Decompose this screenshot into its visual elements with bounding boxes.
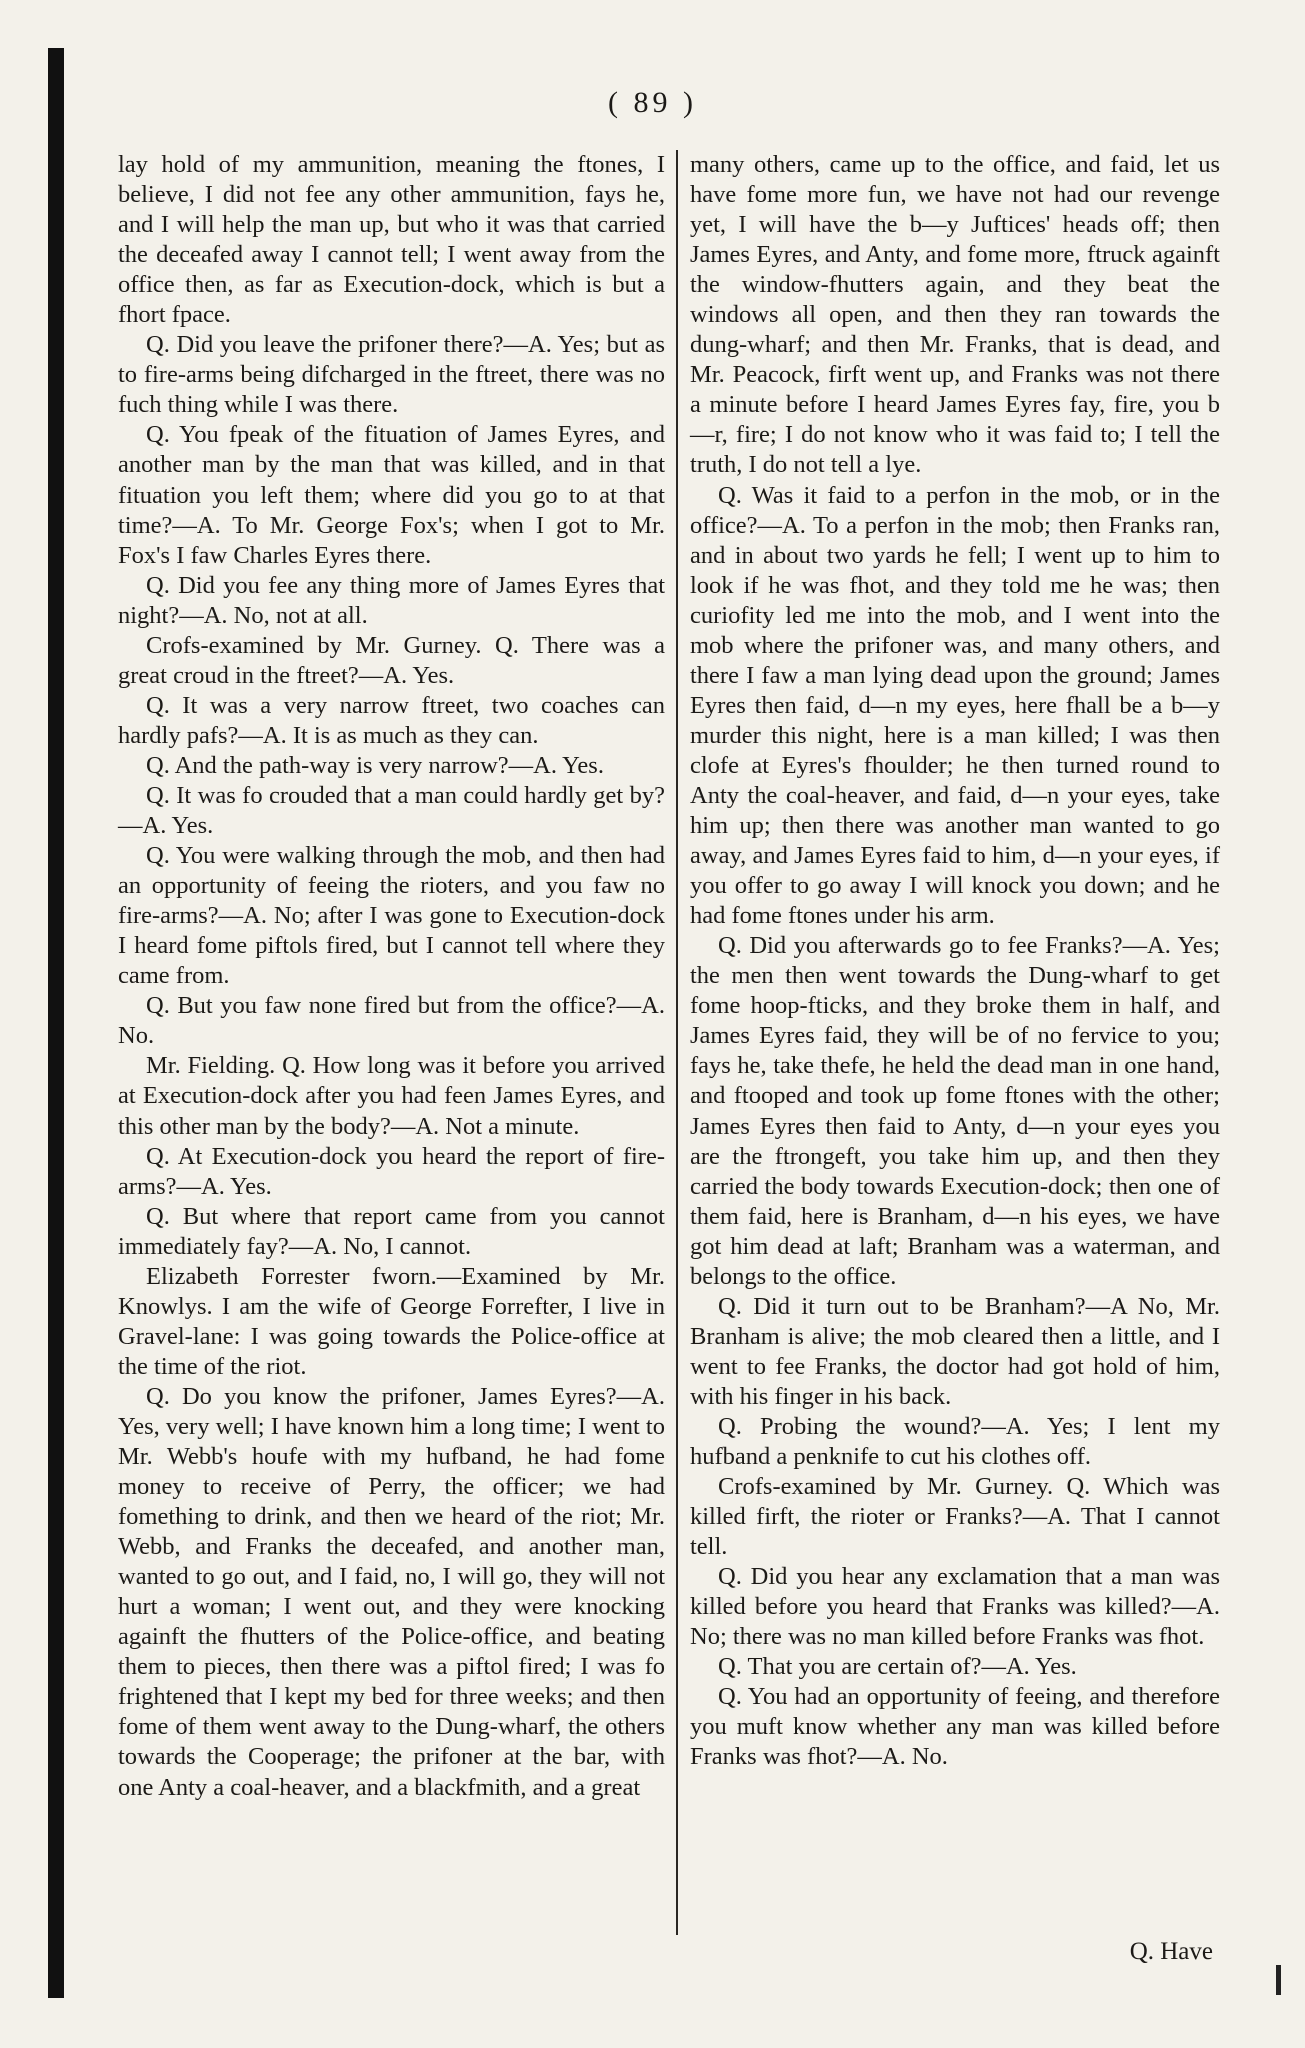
paragraph: Q. It was fo crouded that a man could hardly get by?—A. Yes. — [118, 781, 665, 840]
paragraph: Crofs-examined by Mr. Gurney. Q. Which was killed firft, the rioter or Franks?—A. That I cannot tell. — [690, 1473, 1220, 1561]
paragraph: Q. But you faw none fired but from the office?—A. No. — [118, 992, 665, 1050]
paragraph: Q. You had an opportunity of feeing, and therefore you muft know whether any man was killed before Franks was fhot?—A. No. — [690, 1683, 1220, 1771]
paragraph: Q. It was a very narrow ftreet, two coaches can hardly pafs?—A. It is as much as they can. — [118, 691, 665, 749]
paragraph: Q. Probing the wound?—A. Yes; I lent my hufband a penknife to cut his clothes off. — [690, 1412, 1220, 1471]
paragraph: Q. Did it turn out to be Branham?—A No, Mr. Branham is alive; the mob cleared then a little, and I went to fee Franks, the doctor had got hold of him, with his finger in his back. — [690, 1292, 1220, 1410]
page-number: ( 89 ) — [608, 86, 697, 119]
paragraph: Q. At Execution-dock you heard the report of fire-arms?—A. Yes. — [118, 1142, 665, 1200]
binding-shadow — [48, 48, 64, 1998]
left-column — [118, 150, 665, 1803]
paragraph: lay hold of my ammunition, meaning the ftones, I believe, I did not fee any other ammunition, fays he, and I will help the man up, but who it was that carried the deceafed away I cannot tell; I went away from the office then, as far as Execution-dock, which is but a fhort fpace. — [118, 151, 665, 329]
paragraph: Q. But where that report came from you cannot immediately fay?—A. No, I cannot. — [118, 1202, 665, 1260]
paragraph: Q. You fpeak of the fituation of James Eyres, and another man by the man that was killed, and in that fituation you left them; where did you go to at that time?—A. To Mr. George Fox's; when I got to Mr. Fox's I faw Charles Eyres there. — [118, 421, 665, 569]
paragraph: Crofs-examined by Mr. Gurney. Q. There was a great croud in the ftreet?—A. Yes. — [118, 631, 665, 689]
catchword: Q. Have — [1129, 1938, 1213, 1965]
column-divider — [676, 150, 678, 1935]
paragraph: Q. Did you fee any thing more of James Eyres that night?—A. No, not at all. — [118, 571, 665, 629]
paragraph: Q. And the path-way is very narrow?—A. Yes. — [146, 751, 604, 779]
paragraph: Mr. Fielding. Q. How long was it before you arrived at Execution-dock after you had feen James Eyres, and this other man by the body?—A. Not a minute. — [118, 1052, 665, 1140]
paragraph: many others, came up to the office, and faid, let us have fome more fun, we have not had our revenge yet, I will have the b—y Juftices' heads off; then James Eyres, and Anty, and fome more, ftruck againft the window-fhutters again, and they beat the windows all open, and then they ran towards the dung-wharf; and then Mr. Franks, that is dead, and Mr. Peacock, firft went up, and Franks was not there a minute before I heard James Eyres fay, fire, you b—r, fire; I do not know who it was faid to; I tell the truth, I do not tell a lye. — [690, 151, 1220, 479]
paragraph: Q. Was it faid to a perfon in the mob, or in the office?—A. To a perfon in the mob; then Franks ran, and in about two yards he fell; I went up to him to look if he was fhot, and they told me he was; then curiofity led me into the mob, and I went into the mob where the prifoner was, and many others, and there I faw a man lying dead upon the ground; James Eyres then faid, d—n my eyes, here fhall be a b—y murder this night, here is a man killed; I was then clofe at Eyres's fhoulder; he then turned round to Anty the coal-heaver, and faid, d—n your eyes, take him up; then there was another man wanted to go away, and James Eyres faid to him, d—n your eyes, if you offer to go away I will knock you down; and he had fome ftones under his arm. — [690, 481, 1220, 930]
paragraph: Q. That you are certain of?—A. Yes. — [718, 1653, 1077, 1681]
right-column — [690, 150, 1220, 1773]
paragraph: Q. Did you hear any exclamation that a man was killed before you heard that Franks was killed?—A. No; there was no man killed before Franks was fhot. — [690, 1563, 1220, 1651]
paragraph: Q. You were walking through the mob, and then had an opportunity of feeing the rioters, and you faw no fire-arms?—A. No; after I was gone to Execution-dock I heard fome piftols fired, but I cannot tell where they came from. — [118, 842, 665, 990]
paragraph: Q. Did you leave the prifoner there?—A. Yes; but as to fire-arms being difcharged in the ftreet, there was no fuch thing while I was there. — [118, 331, 665, 419]
paragraph: Q. Did you afterwards go to fee Franks?—A. Yes; the men then went towards the Dung-wharf to get fome hoop-fticks, and they broke them in half, and James Eyres faid, they will be of no fervice to you; fays he, take thefe, he held the dead man in one hand, and ftooped and took up fome ftones with the other; James Eyres then faid to Anty, d—n your eyes you are the ftrongeft, you take him up, and then they carried the body towards Execution-dock; then one of them faid, here is Branham, d—n his eyes, we have got him dead at laft; Branham was a waterman, and belongs to the office. — [690, 932, 1220, 1290]
paragraph: Q. Do you know the prifoner, James Eyres?—A. Yes, very well; I have known him a long time; I went to Mr. Webb's houfe with my hufband, he had fome money to receive of Perry, the officer; we had fomething to drink, and then we heard of the riot; Mr. Webb, and Franks the deceafed, and another man, wanted to go out, and I faid, no, I will go, they will not hurt a woman; I went out, and they were knocking againft the fhutters of the Police-office, and beating them to pieces, then there was a piftol fired; I was fo frightened that I kept my bed for three weeks; and then fome of them went away to the Dung-wharf, the others towards the Cooperage; the prifoner at the bar, with one Anty a coal-heaver, and a blackfmith, and a great — [118, 1382, 665, 1801]
margin-mark — [1276, 1965, 1281, 1995]
paragraph: Elizabeth Forrester fworn.—Examined by Mr. Knowlys. I am the wife of George Forrefter, I live in Gravel-lane: I was going towards the Police-office at the time of the riot. — [118, 1262, 665, 1380]
